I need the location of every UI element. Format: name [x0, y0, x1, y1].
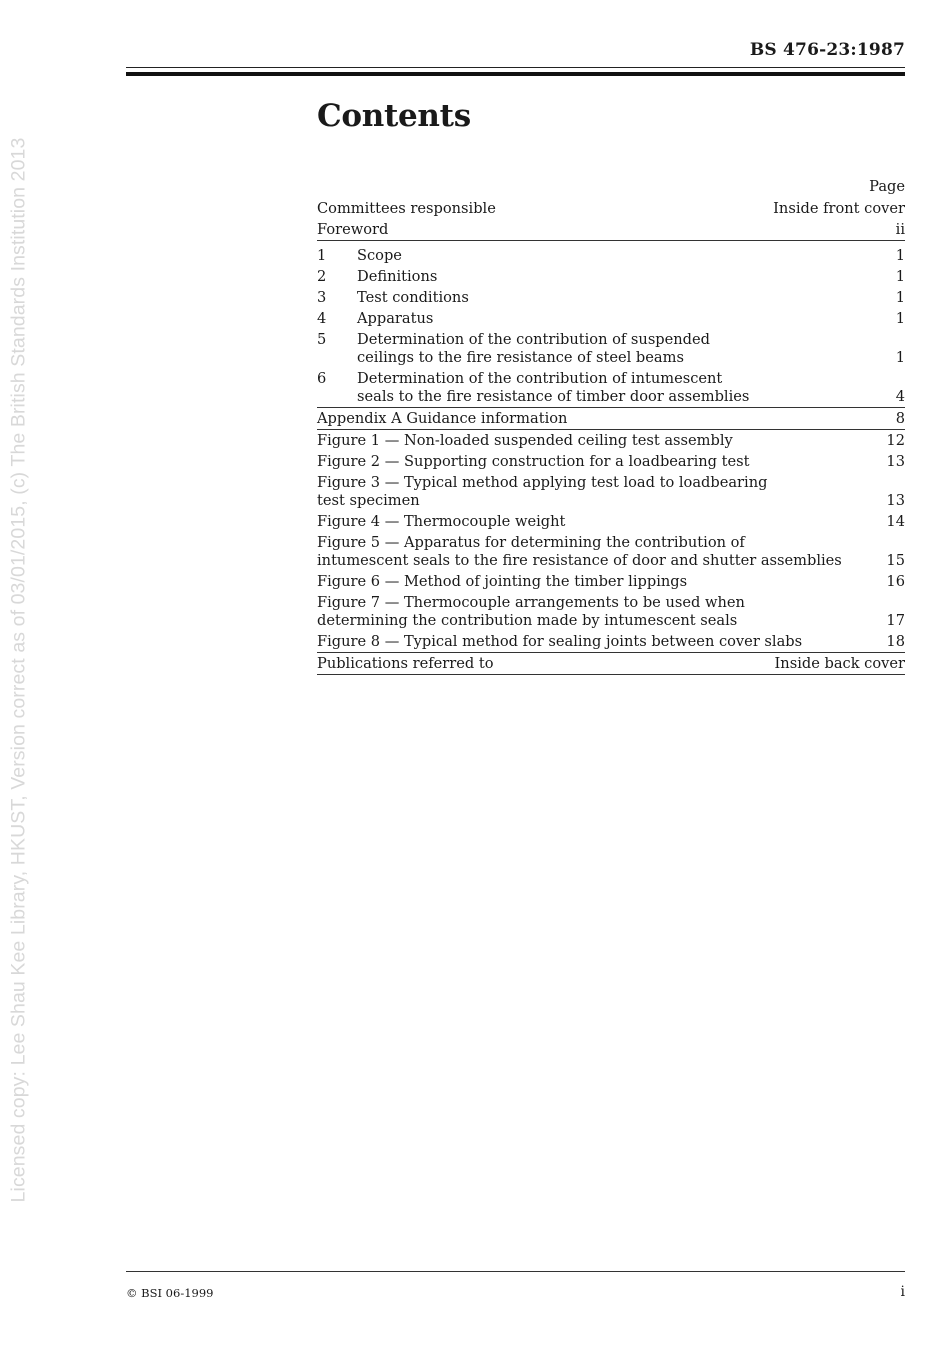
toc-entry-page: Inside back cover [774, 655, 905, 672]
toc-entry-page: 15 [886, 552, 905, 569]
toc-entry-text-line2: test specimen [317, 492, 420, 509]
toc-entry-text: Test conditions [357, 289, 469, 306]
toc-entry-text-line2: seals to the fire resistance of timber door assemblies [357, 388, 750, 405]
toc-entry-text-line2: ceilings to the fire resistance of steel beams [357, 349, 684, 366]
toc-entry-committees[interactable] [317, 198, 905, 219]
section-number: 2 [317, 268, 327, 285]
footer-rule [126, 1271, 905, 1272]
toc-entry-page: 1 [895, 310, 905, 327]
toc-entry-page: 1 [895, 268, 905, 285]
toc-entry-page: 16 [886, 573, 905, 590]
section-number: 4 [317, 310, 327, 327]
toc-entry-text-line1: Figure 5 — Apparatus for determining the contribution of [317, 534, 745, 551]
toc-entry-section-3[interactable] [317, 287, 905, 308]
toc-entry-page: 13 [886, 453, 905, 470]
toc-entry-text: Figure 4 — Thermocouple weight [317, 513, 566, 530]
header-rule-thick [126, 72, 905, 76]
toc-entry-text: Figure 6 — Method of jointing the timber lippings [317, 573, 688, 590]
toc-entry-text: Foreword [317, 221, 389, 238]
toc-entry-text-line1: Determination of the contribution of intumescent [357, 370, 723, 387]
toc-entry-text: Definitions [357, 268, 438, 285]
section-number: 1 [317, 247, 327, 264]
toc-entry-text-line2: intumescent seals to the fire resistance of door and shutter assemblies [317, 552, 842, 569]
toc-entry-page: ii [895, 221, 905, 238]
toc-entry-foreword[interactable] [317, 219, 905, 241]
toc-entry-figure-7[interactable] [317, 592, 905, 631]
toc-entry-text-line1: Figure 3 — Typical method applying test load to loadbearing [317, 474, 768, 491]
toc-entry-page: 1 [895, 289, 905, 306]
table-of-contents [317, 178, 905, 675]
license-watermark: Licensed copy: Lee Shau Kee Library, HKUST, Version correct as of 03/01/2015, (c) The British Standards Institution 2013 [7, 137, 30, 1203]
toc-entry-page: 1 [895, 247, 905, 264]
document-id: BS 476-23:1987 [749, 40, 905, 60]
toc-entry-publications[interactable] [317, 653, 905, 675]
toc-entry-text: Scope [357, 247, 402, 264]
toc-entry-page: 4 [895, 388, 905, 405]
page-column-label: Page [869, 178, 905, 195]
toc-entry-text: Apparatus [357, 310, 434, 327]
toc-entry-figure-1[interactable] [317, 430, 905, 451]
section-number: 6 [317, 370, 327, 387]
toc-entry-figure-4[interactable] [317, 511, 905, 532]
toc-entry-text: Publications referred to [317, 655, 494, 672]
toc-entry-page: 8 [895, 410, 905, 427]
page-title: Contents [317, 98, 471, 134]
toc-entry-page: 12 [886, 432, 905, 449]
toc-entry-section-2[interactable] [317, 266, 905, 287]
toc-entry-section-6[interactable] [317, 368, 905, 408]
toc-entry-section-5[interactable] [317, 329, 905, 368]
toc-entry-text-line1: Figure 7 — Thermocouple arrangements to be used when [317, 594, 745, 611]
toc-entry-figure-3[interactable] [317, 472, 905, 511]
toc-entry-figure-2[interactable] [317, 451, 905, 472]
toc-entry-page: 14 [886, 513, 905, 530]
toc-entry-appendix-a[interactable] [317, 408, 905, 430]
toc-entry-figure-6[interactable] [317, 571, 905, 592]
toc-entry-text: Figure 8 — Typical method for sealing joints between cover slabs [317, 633, 803, 650]
toc-entry-text: Figure 1 — Non-loaded suspended ceiling test assembly [317, 432, 733, 449]
toc-entry-page: 13 [886, 492, 905, 509]
toc-entry-text: Appendix A Guidance information [317, 410, 568, 427]
section-number: 5 [317, 331, 327, 348]
toc-entry-figure-5[interactable] [317, 532, 905, 571]
page-number: i [900, 1284, 905, 1300]
toc-entry-text: Committees responsible [317, 200, 496, 217]
toc-entry-page: Inside front cover [773, 200, 905, 217]
toc-entry-page: 18 [886, 633, 905, 650]
section-number: 3 [317, 289, 327, 306]
header-rule-thin [126, 67, 905, 68]
copyright-notice: © BSI 06-1999 [126, 1286, 214, 1300]
toc-entry-text-line1: Determination of the contribution of suspended [357, 331, 711, 348]
toc-entry-section-1[interactable] [317, 245, 905, 266]
toc-entry-text: Figure 2 — Supporting construction for a loadbearing test [317, 453, 750, 470]
toc-entry-page: 17 [886, 612, 905, 629]
toc-entry-text-line2: determining the contribution made by intumescent seals [317, 612, 738, 629]
toc-entry-page: 1 [895, 349, 905, 366]
toc-entry-figure-8[interactable] [317, 631, 905, 653]
toc-entry-section-4[interactable] [317, 308, 905, 329]
